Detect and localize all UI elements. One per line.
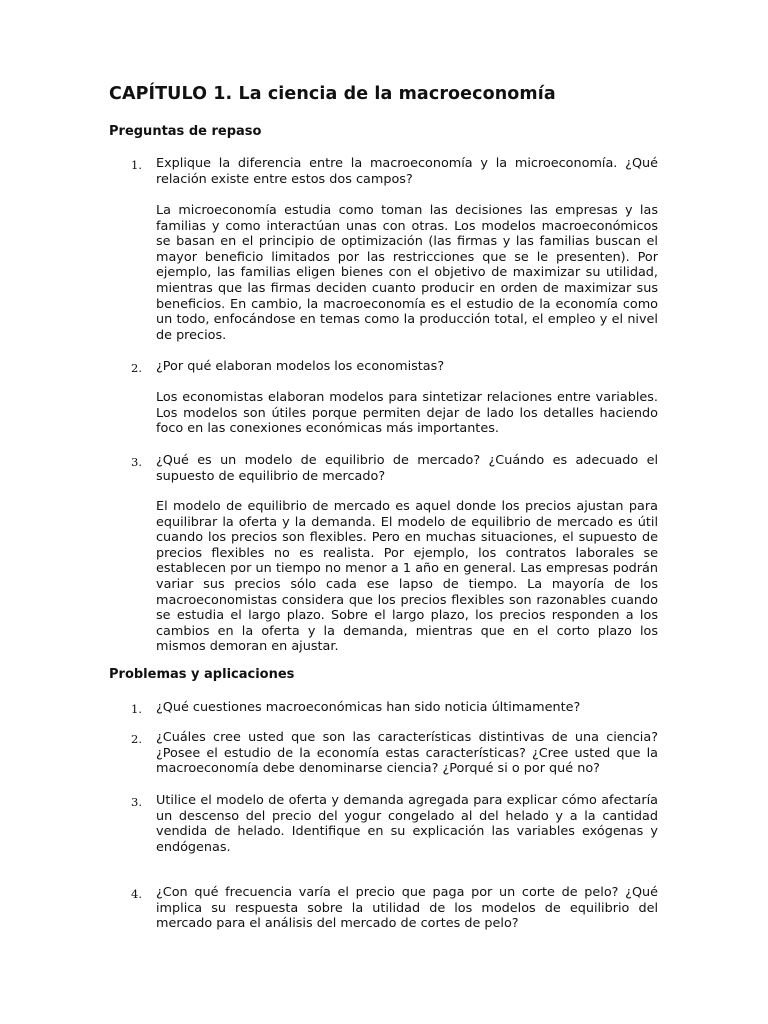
problem-question: ¿Cuáles cree usted que son las características distintivas de una ciencia? ¿Posee el estudio de la economía estas características? ¿Cree usted que la macroeconomía debe denominarse ciencia? ¿Porqué si o por qué no?: [156, 730, 658, 777]
review-answer: El modelo de equilibrio de mercado es aquel donde los precios ajustan para equilibrar la oferta y la demanda. El modelo de equilibrio de mercado es útil cuando los precios son flexibles. Pero en muchas situaciones, el supuesto de precios flexibles no es realista. Por ejemplo, los contratos laborales se establecen por un tiempo no menor a 1 año en general. Las empresas podrán variar sus precios sólo cada ese lapso de tiempo. La mayoría de los macroeconomistas considera que los precios flexibles son razonables cuando se estudia el largo plazo. Sobre el largo plazo, los precios responden a los cambios en la oferta y la demanda, mientras que en el corto plazo los mismos demoran en ajustar.: [156, 499, 658, 655]
review-answer: La microeconomía estudia como toman las decisiones las empresas y las familias y como interactúan unas con otras. Los modelos macroeconómicos se basan en el principio de optimización (las firmas y las familias buscan el mayor beneficio limitados por las restricciones que se le presenten). Por ejemplo, las familias eligen bienes con el objetivo de maximizar su utilidad, mientras que las firmas deciden cuanto producir en orden de maximizar sus beneficios. En cambio, la macroeconomía es el estudio de la economía como un todo, enfocándose en temas como la producción total, el empleo y el nivel de precios.: [156, 203, 658, 343]
review-question: Explique la diferencia entre la macroeconomía y la microeconomía. ¿Qué relación existe entre estos dos campos?: [156, 156, 658, 187]
problem-question: Utilice el modelo de oferta y demanda agregada para explicar cómo afectaría un descenso del precio del yogur congelado al del helado y a la cantidad vendida de helado. Identifique en su explicación las variables exógenas y endógenas.: [156, 793, 658, 855]
review-question-number: 3.: [131, 455, 142, 469]
review-question: ¿Qué es un modelo de equilibrio de mercado? ¿Cuándo es adecuado el supuesto de equilibrio de mercado?: [156, 453, 658, 484]
problems-heading: Problemas y aplicaciones: [109, 667, 295, 682]
problem-number: 4.: [131, 887, 142, 901]
problem-question: ¿Qué cuestiones macroeconómicas han sido noticia últimamente?: [156, 700, 581, 715]
chapter-title: CAPÍTULO 1. La ciencia de la macroeconomía: [109, 84, 556, 104]
review-heading: Preguntas de repaso: [109, 124, 262, 139]
problem-number: 3.: [131, 795, 142, 809]
problem-number: 1.: [131, 702, 142, 716]
review-question: ¿Por qué elaboran modelos los economistas?: [156, 359, 445, 374]
problem-number: 2.: [131, 732, 142, 746]
review-question-number: 2.: [131, 361, 142, 375]
review-question-number: 1.: [131, 158, 142, 172]
review-answer: Los economistas elaboran modelos para sintetizar relaciones entre variables. Los modelos son útiles porque permiten dejar de lado los detalles haciendo foco en las conexiones económicas más importantes.: [156, 390, 658, 437]
problem-question: ¿Con qué frecuencia varía el precio que paga por un corte de pelo? ¿Qué implica su respuesta sobre la utilidad de los modelos de equilibrio del mercado para el análisis del mercado de cortes de pelo?: [156, 885, 658, 932]
